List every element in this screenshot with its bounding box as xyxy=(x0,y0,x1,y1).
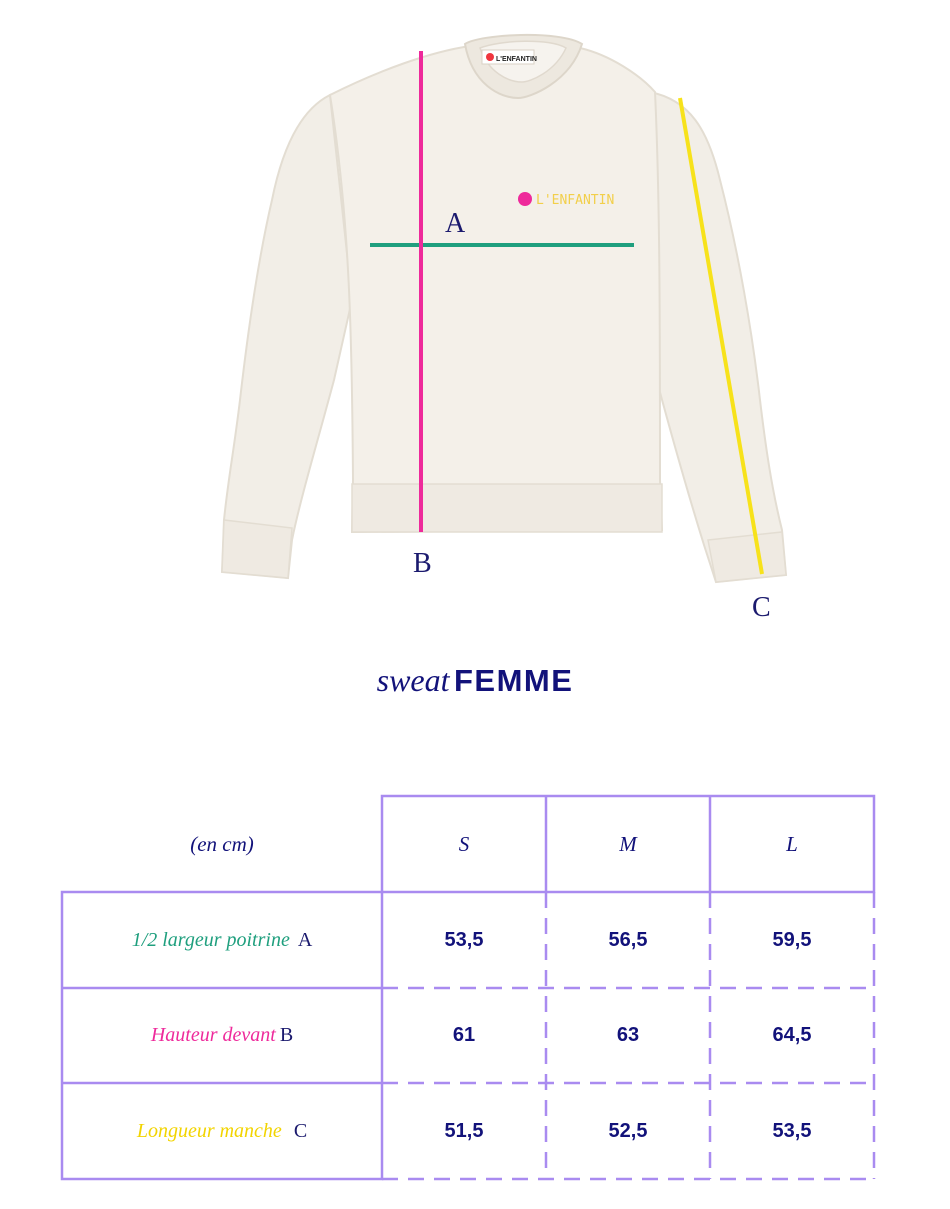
title-bold: FEMME xyxy=(453,663,574,698)
table-cell: 52,5 xyxy=(608,1119,648,1142)
title-italic: sweat xyxy=(376,662,450,698)
size-header-s: S xyxy=(458,831,470,856)
size-header-m: M xyxy=(619,831,637,856)
table-cell: 63 xyxy=(616,1024,640,1046)
row-label-text: 1/2 largeur poitrine xyxy=(131,928,290,951)
table-cell: 53,5 xyxy=(444,928,484,951)
marker-b: B xyxy=(413,548,432,579)
table-cell: 51,5 xyxy=(444,1119,484,1142)
sweatshirt-image xyxy=(222,35,786,582)
row-label-sleeve xyxy=(62,1083,382,1179)
table-cell: 64,5 xyxy=(772,1024,812,1046)
table-cell: 59,5 xyxy=(772,928,812,951)
table-cell: 53,5 xyxy=(772,1119,812,1142)
row-label-text: Longueur manche xyxy=(136,1119,282,1142)
unit-label: (en cm) xyxy=(190,831,254,856)
row-label-letter: A xyxy=(297,928,313,951)
brand-tag-text: L'ENFANTIN xyxy=(496,56,537,63)
table-cell: 61 xyxy=(452,1024,476,1046)
brand-print-text: L'ENFANTIN xyxy=(536,193,615,208)
marker-a: A xyxy=(445,208,466,239)
row-label-letter: B xyxy=(279,1024,294,1046)
size-header-l: L xyxy=(786,831,798,856)
row-label-height xyxy=(62,988,382,1083)
page-title xyxy=(0,662,950,699)
table-cell: 56,5 xyxy=(608,928,648,951)
row-label-chest xyxy=(62,892,382,988)
marker-c: C xyxy=(752,592,771,623)
row-label-text: Hauteur devant xyxy=(150,1024,276,1046)
row-label-letter: C xyxy=(293,1119,308,1142)
brand-print-dot xyxy=(518,192,532,206)
